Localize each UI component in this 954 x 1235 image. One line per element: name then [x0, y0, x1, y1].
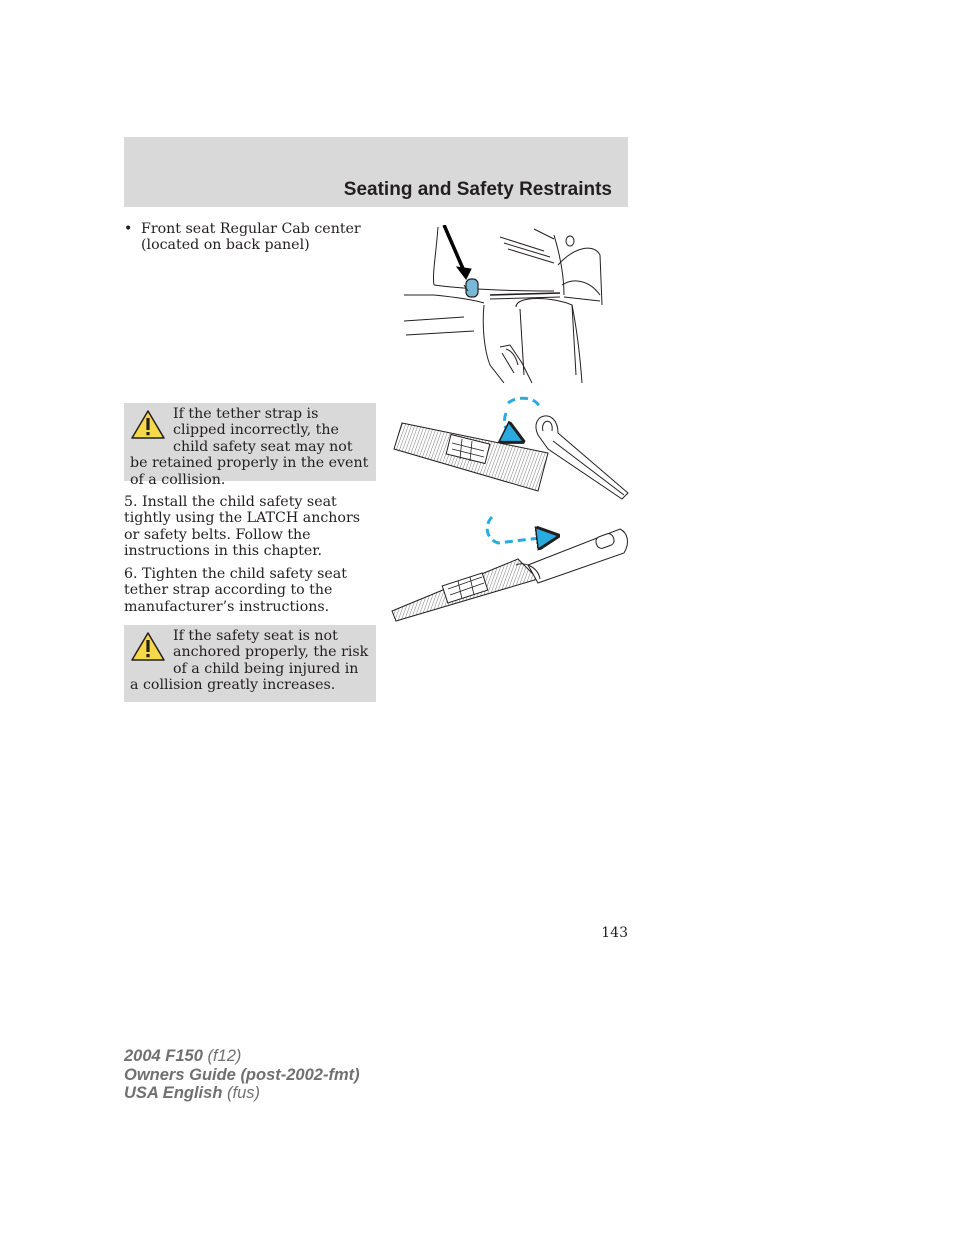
footer-line-2: [124, 1066, 360, 1085]
footer-line-1: [124, 1047, 360, 1066]
warning-triangle-icon: [130, 409, 166, 440]
warning-triangle-icon: [130, 631, 166, 662]
footer-model-code: (f12): [202, 1047, 242, 1065]
warning-text: If the tether strap is clipped incorrectly, the child safety seat may not be retained properly in the event of a collision.: [130, 406, 369, 488]
section-title: Seating and Safety Restraints: [343, 179, 612, 200]
footer-guide: Owners Guide (post-2002-fmt): [124, 1065, 360, 1084]
section-header: [124, 137, 628, 207]
tether-anchor-location-illustration: [404, 225, 606, 383]
bullet-marker: •: [124, 221, 133, 237]
step-5-text: 5. Install the child safety seat tightly using the LATCH anchors or safety belts. Follow the instructions in this chapter.: [124, 494, 361, 560]
warning-box-not-anchored: [124, 625, 376, 702]
step-6-text: 6. Tighten the child safety seat tether strap according to the manufacturer’s instructions.: [124, 566, 347, 615]
warning-text: If the safety seat is not anchored properly, the risk of a child being injured in a collision greatly increases.: [130, 628, 369, 694]
footer-model: 2004 F150: [124, 1047, 203, 1065]
bullet-text: Front seat Regular Cab center (located on back panel): [141, 221, 361, 254]
warning-box-tether-clipped: [124, 403, 376, 488]
footer-language: USA English: [124, 1084, 223, 1102]
footer-language-code: (fus): [222, 1084, 260, 1102]
document-footer: [124, 1047, 360, 1103]
page-number: 143: [601, 925, 628, 941]
footer-line-3: [124, 1084, 360, 1103]
bullet-item: [124, 221, 364, 254]
tether-strap-illustration: [388, 393, 632, 625]
